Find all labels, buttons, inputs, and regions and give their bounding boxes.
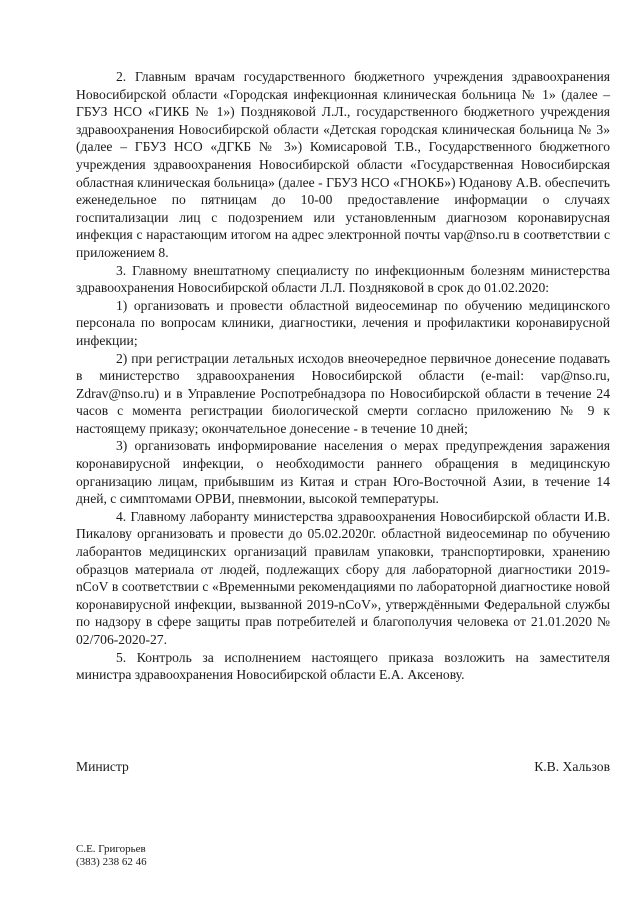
paragraph-item-3: 3. Главному внештатному специалисту по инфекционным болезням министерства здравоохранения Новосибирской области Л.Л. Поздняковой в срок до 01.02.2020: (76, 262, 610, 296)
executor-phone: (383) 238 62 46 (76, 856, 147, 868)
document-body (76, 68, 610, 684)
signer-name: К.В. Хальзов (534, 759, 610, 774)
paragraph-subitem-3-1: 1) организовать и провести областной видеосеминар по обучению медицинского персонала по вопросам клиники, диагностики, лечения и профилактики коронавирусной инфекции; (76, 297, 610, 348)
paragraph-subitem-3-2: 2) при регистрации летальных исходов внеочередное первичное донесение подавать в министерство здравоохранения Новосибирской области (e-mail: vap@nso.ru, Zdrav@nso.ru) и в Управление Роспотребнадзора по Новосибирской области в течение 24 часов с момента регистрации биологической смерти согласно приложению № 9 к настоящему приказу; окончательное донесение - в течение 10 дней; (76, 350, 610, 436)
paragraph-item-5: 5. Контроль за исполнением настоящего приказа возложить на заместителя министра здравоохранения Новосибирской области Е.А. Аксенову. (76, 649, 610, 683)
paragraph-item-2: 2. Главным врачам государственного бюджетного учреждения здравоохранения Новосибирской области «Городская инфекционная клиническая больница № 1» (далее – ГБУЗ НСО «ГИКБ № 1») Поздняковой Л.Л., государственного бюджетного учреждения здравоохранения Новосибирской области «Детская городская клиническая больница № 3» (далее – ГБУЗ НСО «ДГКБ № 3») Комисаровой Т.В., Государственного бюджетного учреждения здравоохранения Новосибирской области «Государственная Новосибирская областная клиническая больница» (далее - ГБУЗ НСО «ГНОКБ») Юданову А.В. обеспечить еженедельное по пятницам до 10-00 предоставление информации о случаях госпитализации лиц с подозрением или установленным диагнозом коронавирусная инфекция с нарастающим итогом на адрес электронной почты vap@nso.ru в соответствии с приложением 8. (76, 69, 610, 260)
signature-block (76, 758, 610, 775)
paragraph-subitem-3-3: 3) организовать информирование населения о мерах предупреждения заражения коронавирусной инфекции, о необходимости раннего обращения в медицинскую организацию лицам, прибывшим из Китая и стран Юго-Восточной Азии, в течение 14 дней, с симптомами ОРВИ, пневмонии, высокой температуры. (76, 438, 610, 507)
signer-position: Министр (76, 759, 129, 774)
executor-block (76, 843, 147, 869)
paragraph-item-4: 4. Главному лаборанту министерства здравоохранения Новосибирской области И.В. Пикалову организовать и провести до 05.02.2020г. областной видеосеминар по обучению лаборантов медицинских организаций правилам упаковки, транспортировки, хранению образцов материала от людей, подлежащих сбору для лабораторной диагностики 2019-nCoV в соответствии с «Временными рекомендациями по лабораторной диагностике новой коронавирусной инфекции, вызванной 2019-nCoV», утверждёнными Федеральной службы по надзору в сфере защиты прав потребителей и благополучия человека от 21.01.2020 № 02/706-2020-27. (76, 508, 610, 647)
executor-name: С.Е. Григорьев (76, 843, 146, 855)
